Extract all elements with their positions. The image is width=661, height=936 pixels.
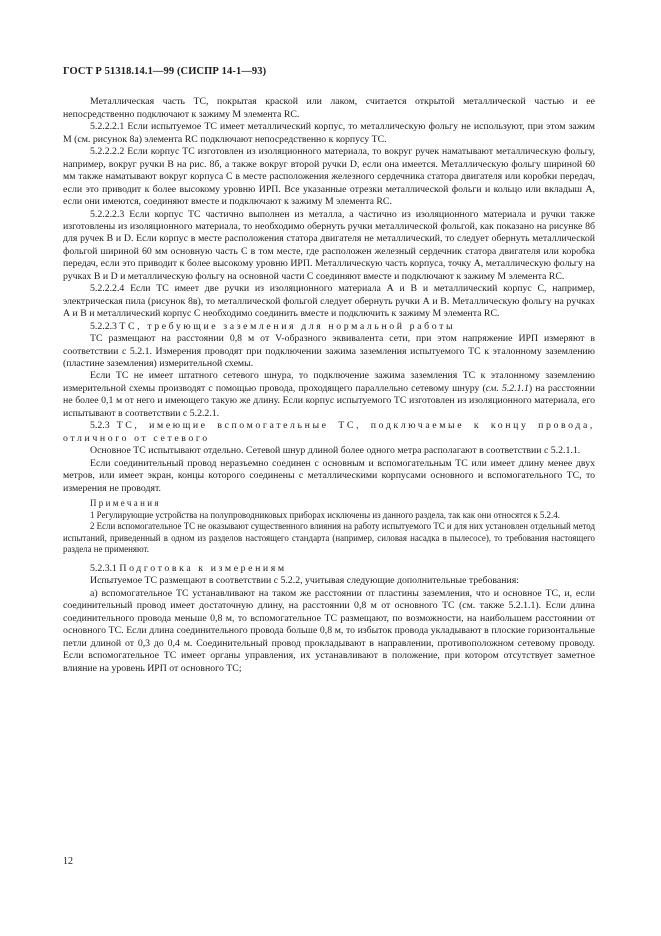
section-heading	[63, 563, 595, 575]
paragraph-text: Если ТС не имеет штатного сетевого шнура, то подключение зажима заземления ТС к эталонному заземлению измерительной схемы производят с помощью провода, проходящего параллельно сетевому шнуру (	[63, 370, 595, 394]
paragraph: 5.2.2.2.2 Если корпус ТС изготовлен из изоляционного материала, то вокруг ручек наматывают металлическую фольгу, например, вокруг ручки В на рис. 8б, а также вокруг второй ручки D, если она имеется. Металлическую фольгу шириной 60 мм также наматывают вокруг корпуса С в месте расположения железного сердечника статора двигателя или коробки передач, если это приводит к более высокому уровню ИРП. Все указанные отрезки металлической фольги и кольцо или вкладыш А, если они имеются, соединяют вместе и подключают к зажиму М элемента RC.	[63, 146, 595, 208]
note-item: 2 Если вспомогательное ТС не оказывают существенного влияния на работу испытуемого ТС и для них установлен отдельный метод испытаний, приведенный в одном из разделов настоящего стандарта (например, силовая насадка в пылесосе), то требования настоящего раздела не применяют.	[63, 521, 595, 555]
paragraph: Основное ТС испытывают отдельно. Сетевой шнур длиной более одного метра располагают в соответствии с 5.2.1.1.	[90, 445, 581, 457]
paragraph: Если соединительный провод неразъемно соединен с основным и вспомогательным ТС или имеет длину менее двух метров, или имеет экран, концы которого соединены с металлическими корпусами основного и вспомогательного ТС, то измерения не проводят.	[63, 457, 595, 494]
section-title: ТС, имеющие вспомогательные ТС, подключаемые к концу провода, отличного от сетевого	[63, 420, 595, 444]
section-heading	[63, 420, 595, 445]
paragraph: 5.2.2.2.4 Если ТС имеет две ручки из изоляционного материала А и В и металлический корпус С, например, электрическая пила (рисунок 8в), то металлической фольгой следует обернуть ручки А и В. Металлическую фольгу на ручках А и В и металлический корпус С необходимо соединить вместе и подключить к зажиму М элемента RC.	[63, 283, 595, 320]
paragraph: а) вспомогательное ТС устанавливают на таком же расстоянии от пластины заземления, что и основное ТС, и, если соединительный провод имеет достаточную длину, на расстоянии 0,8 м от основного ТС (см. также 5.2.1.1). Если длина соединительного провода меньше 0,8 м, то вспомогательное ТС размещают, по возможности, на наибольшем расстоянии от основного ТС. Если длина соединительного провода больше 0,8 м, то избыток провода укладывают в плоские горизонтальные петли длиной от 0,3 до 0,4 м. Соединительный провод прокладывают в направлении, противоположном сетевому проводу. Если вспомогательное ТС имеет органы управления, их устанавливают в положение, при котором отсутствует заметное влияние на уровень ИРП от основного ТС;	[63, 587, 595, 674]
section-heading	[63, 321, 595, 333]
document-header: ГОСТ Р 51318.14.1—99 (СИСПР 14-1—93)	[63, 66, 267, 77]
paragraph	[63, 370, 595, 420]
paragraph: Испытуемое ТС размещают в соответствии с 5.2.2, учитывая следующие дополнительные требования:	[90, 575, 519, 587]
paragraph: Металлическая часть ТС, покрытая краской или лаком, считается открытой металлической частью и ее непосредственно подключают к зажиму М элемента RC.	[63, 96, 595, 120]
spacer	[63, 556, 595, 563]
section-number: 5.2.2.3	[90, 320, 117, 332]
section-title: Подготовка к измерениям	[119, 562, 287, 574]
page-number: 12	[63, 856, 73, 867]
section-number: 5.2.3.1	[90, 562, 117, 574]
paragraph: 5.2.2.2.1 Если испытуемое ТС имеет металлический корпус, то металлическую фольгу не используют, при этом зажим М (см. рисунок 8а) элемента RC подключают непосредственно к корпусу ТС.	[63, 121, 595, 145]
paragraph-text: ) на расстоянии не более 0,1 м от него и имеющего такую же длину. Если корпус испытуемого ТС изготовлен из изоляционного материала, его испытывают в соответствии с 5.2.2.1.	[63, 382, 595, 419]
section-title: ТС, требующие заземления для нормальной работы	[119, 320, 456, 332]
paragraph: 5.2.2.2.3 Если корпус ТС частично выполнен из металла, а частично из изоляционного материала и ручки также изготовлены из изоляционного материала, то необходимо обернуть ручки металлической фольгой, как показано на рисунке 8б для ручек В и D. Если корпус в месте расположения статора двигателя не металлический, то следует обернуть металлической фольгой шириной 60 мм основную часть С в том месте, где расположен железный сердечник статора двигателя или коробка передач, если это приводит к более высокому уровню ИРП. Металлическую часть корпуса, точку А, металлическую фольгу на ручках В и D и металлическую фольгу на основной части С соединяют вместе и подключают к зажиму М элемента RC.	[63, 208, 595, 282]
paragraph: ТС размещают на расстоянии 0,8 м от V-образного эквивалента сети, при этом напряжение ИРП измеряют в соответствии с 5.2.1. Измерения проводят при подключении зажима заземления испытуемого ТС к эталонному заземлению (пластине заземления) измерительной схемы.	[63, 333, 595, 369]
section-number: 5.2.3	[90, 420, 110, 432]
notes-title: Примечания	[90, 497, 161, 508]
cross-reference: см. 5.2.1.1	[485, 382, 529, 394]
note-item: 1 Регулирующие устройства на полупроводниковых приборах исключены из данного раздела, так как они относятся к 5.2.4.	[90, 509, 560, 520]
